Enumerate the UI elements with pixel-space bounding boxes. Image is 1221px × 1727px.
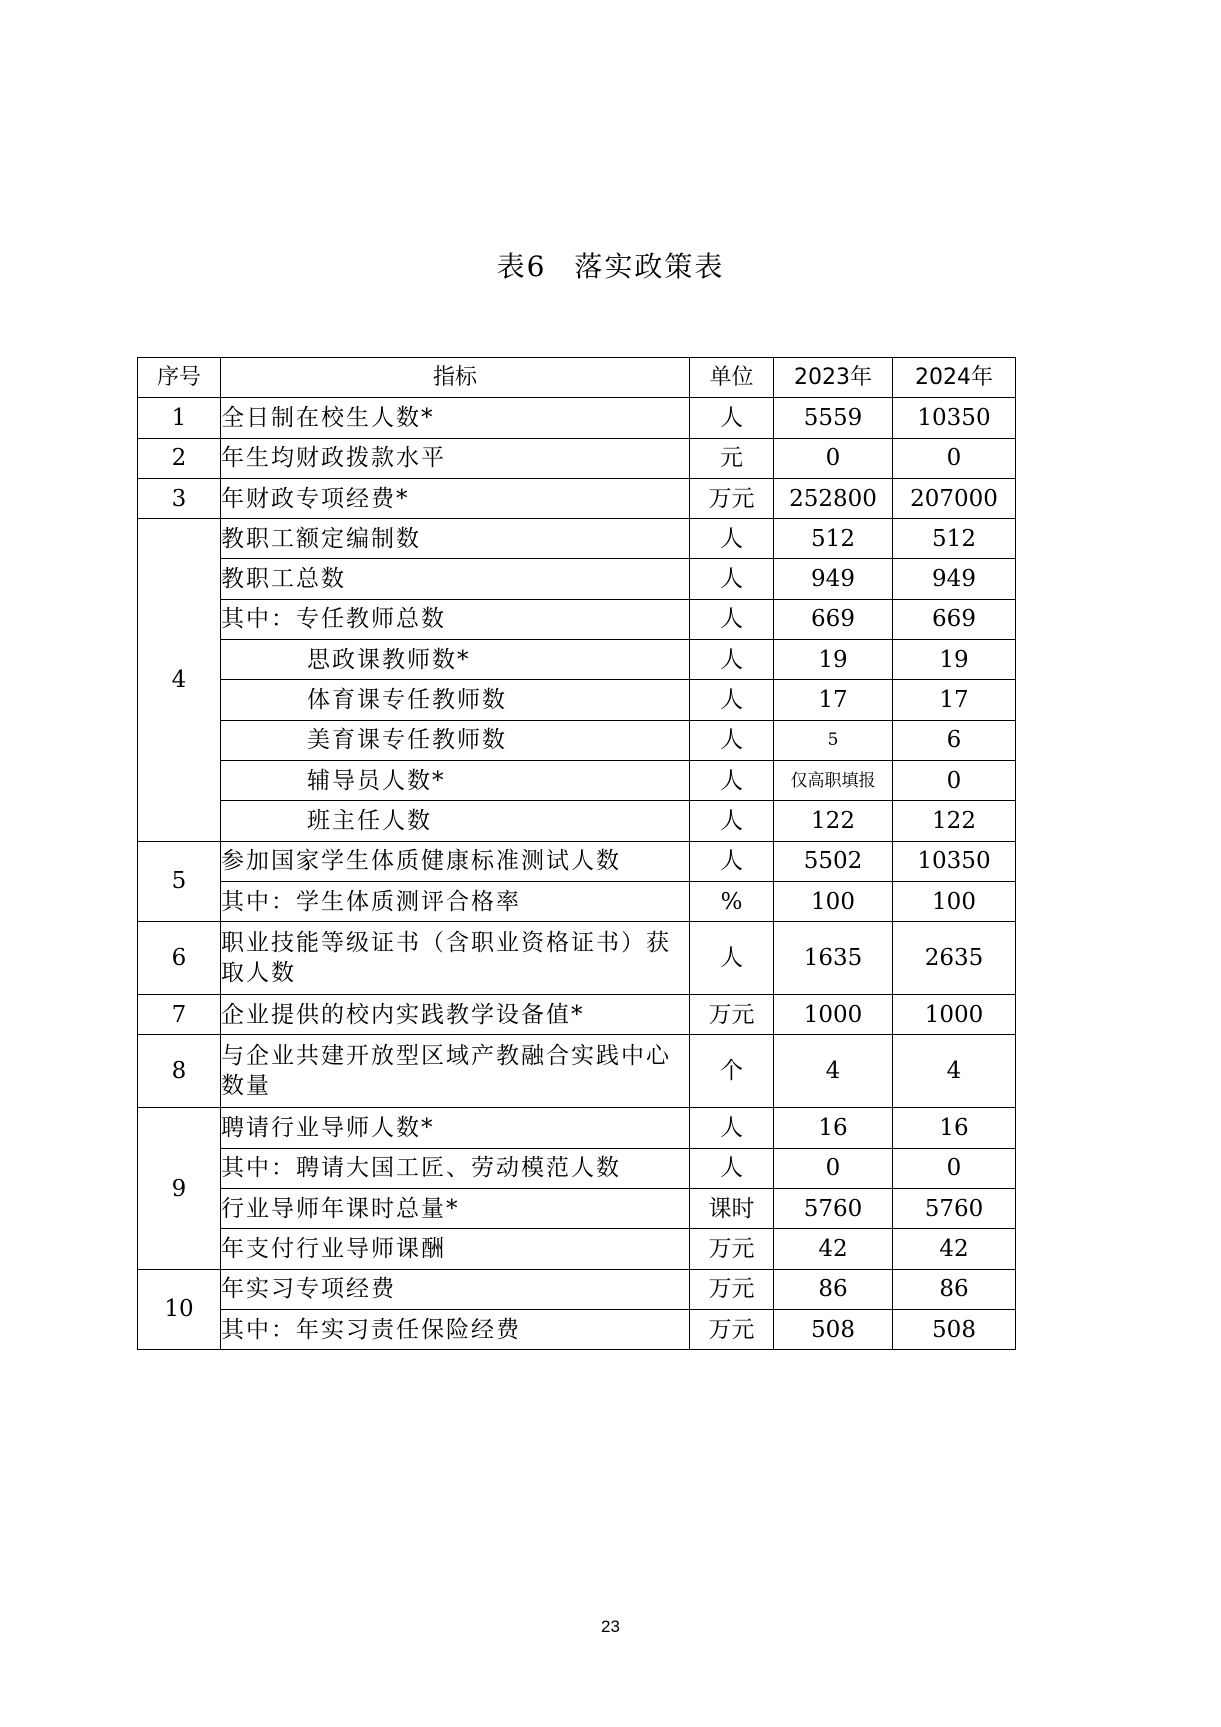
table-row xyxy=(138,995,1016,1035)
row-unit: 人 xyxy=(690,640,774,680)
table-row xyxy=(138,559,1016,599)
row-indicator: 其中：学生体质测评合格率 xyxy=(221,881,690,921)
row-indicator: 年生均财政拨款水平 xyxy=(221,438,690,478)
row-2023: 512 xyxy=(774,519,893,559)
row-2023: 42 xyxy=(774,1229,893,1269)
table-row xyxy=(138,478,1016,518)
table-row xyxy=(138,881,1016,921)
row-2024: 16 xyxy=(893,1108,1016,1148)
table-row xyxy=(138,680,1016,720)
row-2023: 86 xyxy=(774,1269,893,1309)
row-indicator: 年支付行业导师课酬 xyxy=(221,1229,690,1269)
row-seq: 2 xyxy=(138,438,221,478)
row-2024: 42 xyxy=(893,1229,1016,1269)
table-row xyxy=(138,841,1016,881)
row-unit: 人 xyxy=(690,559,774,599)
row-2024: 122 xyxy=(893,801,1016,841)
table-row xyxy=(138,1309,1016,1349)
row-2024: 6 xyxy=(893,720,1016,760)
row-indicator: 其中：聘请大国工匠、劳动模范人数 xyxy=(221,1148,690,1188)
row-2024: 0 xyxy=(893,438,1016,478)
row-unit: 人 xyxy=(690,1108,774,1148)
row-2023: 1635 xyxy=(774,922,893,995)
row-seq: 3 xyxy=(138,478,221,518)
table-row xyxy=(138,640,1016,680)
row-unit: 人 xyxy=(690,841,774,881)
row-seq: 9 xyxy=(138,1108,221,1269)
row-seq: 10 xyxy=(138,1269,221,1350)
row-indicator: 与企业共建开放型区域产教融合实践中心数量 xyxy=(221,1035,690,1108)
row-indicator: 思政课教师数* xyxy=(221,640,690,680)
row-2024: 100 xyxy=(893,881,1016,921)
page-number: 23 xyxy=(601,1617,620,1636)
header-2023: 2023年 xyxy=(774,358,893,398)
header-indicator: 指标 xyxy=(221,358,690,398)
row-unit: 元 xyxy=(690,438,774,478)
row-2024: 86 xyxy=(893,1269,1016,1309)
row-2024: 512 xyxy=(893,519,1016,559)
row-indicator: 企业提供的校内实践教学设备值* xyxy=(221,995,690,1035)
table-row xyxy=(138,398,1016,438)
row-2024: 17 xyxy=(893,680,1016,720)
header-row xyxy=(138,358,1016,398)
row-indicator: 班主任人数 xyxy=(221,801,690,841)
table-row xyxy=(138,922,1016,995)
row-seq: 7 xyxy=(138,995,221,1035)
header-seq: 序号 xyxy=(138,358,221,398)
row-2024: 508 xyxy=(893,1309,1016,1349)
row-unit: 人 xyxy=(690,760,774,800)
table-row xyxy=(138,438,1016,478)
row-unit: 人 xyxy=(690,599,774,639)
row-indicator: 年实习专项经费 xyxy=(221,1269,690,1309)
row-2023: 5502 xyxy=(774,841,893,881)
row-2023: 5 xyxy=(774,720,893,760)
row-2024: 5760 xyxy=(893,1189,1016,1229)
row-seq: 1 xyxy=(138,398,221,438)
row-2024: 0 xyxy=(893,1148,1016,1188)
row-2024: 0 xyxy=(893,760,1016,800)
row-indicator: 教职工总数 xyxy=(221,559,690,599)
row-indicator: 美育课专任教师数 xyxy=(221,720,690,760)
header-unit: 单位 xyxy=(690,358,774,398)
row-2023: 1000 xyxy=(774,995,893,1035)
row-indicator: 职业技能等级证书（含职业资格证书）获取人数 xyxy=(221,922,690,995)
row-indicator: 参加国家学生体质健康标准测试人数 xyxy=(221,841,690,881)
row-2024: 10350 xyxy=(893,841,1016,881)
table-row xyxy=(138,1108,1016,1148)
row-2024: 669 xyxy=(893,599,1016,639)
page-title xyxy=(0,245,1221,285)
row-2024: 4 xyxy=(893,1035,1016,1108)
row-2023: 100 xyxy=(774,881,893,921)
row-2024: 1000 xyxy=(893,995,1016,1035)
table-row xyxy=(138,1035,1016,1108)
row-2024: 19 xyxy=(893,640,1016,680)
row-indicator: 其中：年实习责任保险经费 xyxy=(221,1309,690,1349)
row-indicator: 其中：专任教师总数 xyxy=(221,599,690,639)
row-unit: 万元 xyxy=(690,995,774,1035)
row-unit: 万元 xyxy=(690,1309,774,1349)
row-unit: 人 xyxy=(690,720,774,760)
row-unit: 个 xyxy=(690,1035,774,1108)
table-row xyxy=(138,1189,1016,1229)
row-2023: 5760 xyxy=(774,1189,893,1229)
table-row xyxy=(138,720,1016,760)
row-2023: 0 xyxy=(774,438,893,478)
row-2023: 669 xyxy=(774,599,893,639)
row-unit: % xyxy=(690,881,774,921)
row-indicator: 全日制在校生人数* xyxy=(221,398,690,438)
row-2023: 19 xyxy=(774,640,893,680)
row-seq: 8 xyxy=(138,1035,221,1108)
row-indicator: 教职工额定编制数 xyxy=(221,519,690,559)
row-indicator: 行业导师年课时总量* xyxy=(221,1189,690,1229)
row-unit: 人 xyxy=(690,519,774,559)
row-unit: 人 xyxy=(690,922,774,995)
row-unit: 人 xyxy=(690,680,774,720)
table-row xyxy=(138,1148,1016,1188)
table-title: 落实政策表 xyxy=(574,250,725,283)
row-2023: 4 xyxy=(774,1035,893,1108)
row-2024: 207000 xyxy=(893,478,1016,518)
row-indicator: 体育课专任教师数 xyxy=(221,680,690,720)
row-2023: 508 xyxy=(774,1309,893,1349)
row-unit: 课时 xyxy=(690,1189,774,1229)
row-indicator: 辅导员人数* xyxy=(221,760,690,800)
row-indicator: 聘请行业导师人数* xyxy=(221,1108,690,1148)
row-2023: 5559 xyxy=(774,398,893,438)
table-row xyxy=(138,760,1016,800)
row-seq: 6 xyxy=(138,922,221,995)
row-2023: 122 xyxy=(774,801,893,841)
table-row xyxy=(138,599,1016,639)
row-2024: 949 xyxy=(893,559,1016,599)
row-unit: 人 xyxy=(690,1148,774,1188)
row-2023: 0 xyxy=(774,1148,893,1188)
row-unit: 万元 xyxy=(690,1269,774,1309)
row-2024: 2635 xyxy=(893,922,1016,995)
table-row xyxy=(138,1269,1016,1309)
header-2024: 2024年 xyxy=(893,358,1016,398)
table-number: 表6 xyxy=(496,250,547,283)
row-indicator: 年财政专项经费* xyxy=(221,478,690,518)
policy-table xyxy=(137,357,1016,1350)
row-2023: 仅高职填报 xyxy=(774,760,893,800)
table-row xyxy=(138,801,1016,841)
table-row xyxy=(138,1229,1016,1269)
row-unit: 万元 xyxy=(690,478,774,518)
row-seq: 5 xyxy=(138,841,221,922)
row-2023: 16 xyxy=(774,1108,893,1148)
row-unit: 人 xyxy=(690,801,774,841)
row-seq: 4 xyxy=(138,519,221,841)
row-2023: 949 xyxy=(774,559,893,599)
table-row xyxy=(138,519,1016,559)
row-unit: 人 xyxy=(690,398,774,438)
row-2023: 252800 xyxy=(774,478,893,518)
row-2024: 10350 xyxy=(893,398,1016,438)
row-2023: 17 xyxy=(774,680,893,720)
row-unit: 万元 xyxy=(690,1229,774,1269)
